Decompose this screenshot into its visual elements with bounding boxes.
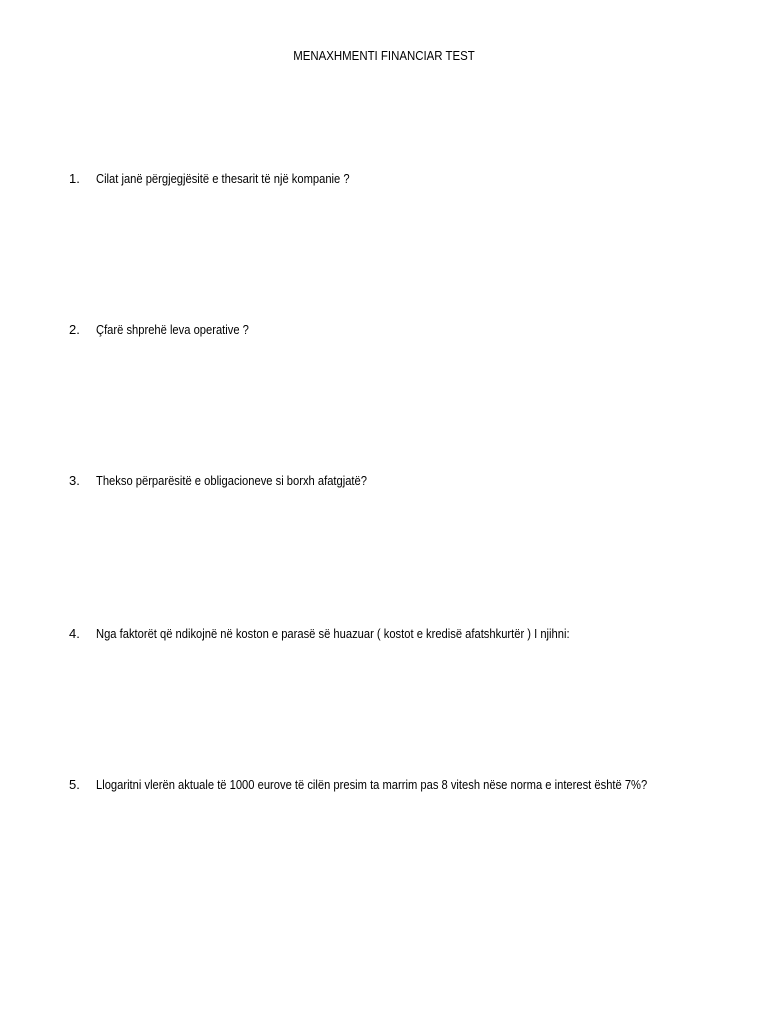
question-text: Cilat janë përgjegjësitë e thesarit të një kompanie ? bbox=[95, 171, 350, 186]
question-text: Nga faktorët që ndikojnë në koston e parasë së huazuar ( kostot e kredisë afatshkurtër ) I njihni: bbox=[95, 626, 570, 641]
question-5 bbox=[69, 777, 749, 793]
question-text: Thekso përparësitë e obligacioneve si borxh afatgjatë? bbox=[95, 473, 367, 488]
question-number: 4. bbox=[69, 626, 80, 641]
question-2 bbox=[69, 322, 749, 338]
page-title: MENAXHMENTI FINANCIAR TEST bbox=[293, 48, 475, 63]
question-text: Llogaritni vlerën aktuale të 1000 eurove të cilën presim ta marrim pas 8 vitesh nëse norma e interest është 7%? bbox=[95, 777, 647, 792]
question-number: 3. bbox=[69, 473, 80, 488]
question-number: 2. bbox=[69, 322, 80, 337]
question-number: 5. bbox=[69, 777, 80, 792]
question-4 bbox=[69, 626, 749, 642]
question-1 bbox=[69, 171, 749, 187]
question-3 bbox=[69, 473, 749, 489]
question-text: Çfarë shprehë leva operative ? bbox=[95, 322, 249, 337]
question-number: 1. bbox=[69, 171, 80, 186]
